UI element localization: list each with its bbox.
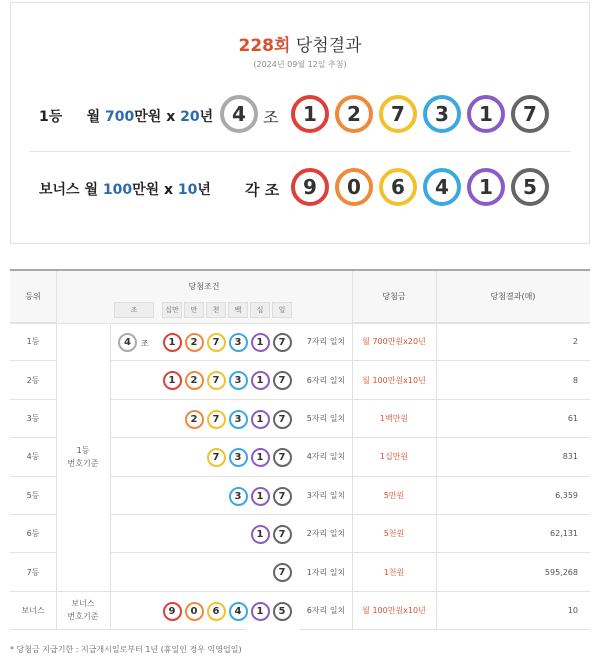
digit-subheader-sub-100: 백	[228, 302, 248, 318]
prize-divider	[29, 151, 571, 152]
row-match: 4자리 일치	[300, 438, 352, 476]
bonus-prize-amount: 100	[102, 182, 133, 198]
row-divider	[110, 477, 300, 515]
row-ball: 7	[207, 410, 226, 429]
row-ball: 7	[273, 448, 292, 467]
first-ball-2: 2	[335, 95, 373, 133]
row-ball: 3	[229, 487, 248, 506]
bonus-ball-3: 6	[379, 168, 417, 206]
row-ball: 3	[229, 448, 248, 467]
bonus-prize-rank: 보너스	[39, 182, 80, 198]
row-ball: 1	[251, 487, 270, 506]
row-ball: 2	[185, 371, 204, 390]
row-ball: 1	[163, 333, 182, 352]
first-prize-unit: 만원 x	[134, 109, 181, 125]
row-winners: 6,359	[436, 477, 590, 515]
first-prize-years-unit: 년	[199, 109, 214, 125]
first-prize-monthly-prefix: 월	[86, 109, 106, 125]
row-ball: 7	[273, 371, 292, 390]
row-ball: 6	[207, 602, 226, 621]
row-amount: 월 100만원x10년	[352, 592, 436, 630]
header-condition: 당첨조건	[188, 281, 220, 291]
row-ball: 3	[229, 371, 248, 390]
row-rank: 7등	[10, 553, 56, 591]
first-prize-rank: 1등	[39, 109, 63, 125]
row-ball: 1	[251, 410, 270, 429]
digit-subheader-sub-1: 일	[272, 302, 292, 318]
row-divider	[110, 515, 300, 553]
first-ball-4: 3	[423, 95, 461, 133]
row-amount: 1천원	[352, 553, 436, 591]
row-amount: 1십만원	[352, 438, 436, 476]
header-winners: 당첨결과(매)	[436, 271, 590, 323]
bonus-prize-years: 10	[177, 182, 198, 198]
first-ball-5: 1	[467, 95, 505, 133]
row-ball: 4	[229, 602, 248, 621]
row-rank: 3등	[10, 400, 56, 438]
bonus-ball-2: 0	[335, 168, 373, 206]
row-amount: 5천원	[352, 515, 436, 553]
group-ball: 4	[220, 95, 258, 133]
row-ball: 7	[273, 563, 292, 582]
first-ball-1: 1	[291, 95, 329, 133]
header-rank: 등위	[10, 271, 56, 323]
draw-result-panel	[10, 2, 590, 244]
row-ball: 7	[273, 410, 292, 429]
first-prize-years: 20	[180, 109, 200, 125]
row-rank: 2등	[10, 361, 56, 399]
row-winners: 62,131	[436, 515, 590, 553]
column-divider	[352, 271, 353, 630]
bonus-prize-monthly-prefix: 월	[79, 182, 103, 198]
bonus-ball-5: 1	[467, 168, 505, 206]
header-divider	[10, 323, 590, 324]
row-group-label: 조	[141, 339, 149, 348]
row-divider	[110, 438, 300, 476]
row-match: 3자리 일치	[300, 477, 352, 515]
row-ball: 5	[273, 602, 292, 621]
row-rank: 6등	[10, 515, 56, 553]
digit-subheader-sub-10: 십	[250, 302, 270, 318]
row-match: 1자리 일치	[300, 553, 352, 591]
row-amount: 월 700만원x20년	[352, 323, 436, 361]
basis-first-prize: 1등 번호기준	[56, 323, 110, 592]
row-ball: 2	[185, 333, 204, 352]
row-divider	[110, 553, 300, 591]
bonus-ball-4: 4	[423, 168, 461, 206]
column-divider	[56, 271, 57, 630]
row-ball: 0	[185, 602, 204, 621]
row-group-ball: 4	[118, 333, 137, 352]
row-ball: 1	[251, 602, 270, 621]
column-divider	[436, 271, 437, 630]
bonus-prize-years-unit: 년	[197, 182, 211, 198]
row-ball: 1	[251, 333, 270, 352]
row-match: 6자리 일치	[300, 592, 352, 630]
digit-subheader-sub-1k: 천	[206, 302, 226, 318]
row-ball: 7	[207, 371, 226, 390]
first-ball-3: 7	[379, 95, 417, 133]
row-ball: 1	[251, 371, 270, 390]
group-label: 조	[263, 108, 279, 127]
row-match: 2자리 일치	[300, 515, 352, 553]
round-title	[11, 31, 589, 56]
payout-deadline-note: * 당첨금 지급기한 : 지급개시일로부터 1년 (휴일인 경우 익영업일)	[10, 645, 242, 654]
digit-subheader-sub-10k: 만	[184, 302, 204, 318]
row-winners: 2	[436, 323, 590, 361]
row-winners: 831	[436, 438, 590, 476]
row-amount: 5만원	[352, 477, 436, 515]
row-match: 5자리 일치	[300, 400, 352, 438]
row-winners: 8	[436, 361, 590, 399]
row-ball: 7	[207, 333, 226, 352]
row-rank: 5등	[10, 477, 56, 515]
row-ball: 3	[229, 333, 248, 352]
first-ball-6: 7	[511, 95, 549, 133]
row-ball: 2	[185, 410, 204, 429]
row-rank: 1등	[10, 323, 56, 361]
row-divider	[110, 323, 300, 361]
row-ball: 1	[163, 371, 182, 390]
row-match: 7자리 일치	[300, 323, 352, 361]
row-ball: 1	[251, 525, 270, 544]
row-match: 6자리 일치	[300, 361, 352, 399]
column-divider	[110, 323, 111, 630]
row-ball: 3	[229, 410, 248, 429]
row-rank: 보너스	[10, 592, 56, 630]
row-ball: 1	[251, 448, 270, 467]
row-amount: 월 100만원x10년	[352, 361, 436, 399]
round-title-suffix: 당첨결과	[295, 36, 362, 56]
row-amount: 1백만원	[352, 400, 436, 438]
row-winners: 10	[436, 592, 590, 630]
row-ball: 7	[273, 333, 292, 352]
first-prize-amount: 700	[105, 109, 135, 125]
bonus-prize-unit: 만원 x	[132, 182, 178, 198]
all-groups-label: 각 조	[245, 181, 280, 199]
row-rank: 4등	[10, 438, 56, 476]
digit-subheader-sub-100k: 십만	[162, 302, 182, 318]
first-prize-label	[39, 106, 213, 126]
row-divider	[110, 400, 300, 438]
bonus-prize-label	[39, 179, 211, 199]
bonus-ball-1: 9	[291, 168, 329, 206]
row-winners: 595,268	[436, 553, 590, 591]
basis-bonus: 보너스 번호기준	[56, 592, 110, 630]
digit-subheader-sub-group: 조	[114, 302, 154, 318]
row-winners: 61	[436, 400, 590, 438]
bonus-ball-6: 5	[511, 168, 549, 206]
header-amount: 당첨금	[352, 271, 436, 323]
draw-date: (2024년 09월 12일 추첨)	[253, 60, 347, 69]
row-ball: 7	[273, 525, 292, 544]
row-divider	[110, 361, 300, 399]
row-ball: 7	[273, 487, 292, 506]
row-ball: 9	[163, 602, 182, 621]
row-ball: 7	[207, 448, 226, 467]
round-number: 228회	[238, 36, 291, 56]
